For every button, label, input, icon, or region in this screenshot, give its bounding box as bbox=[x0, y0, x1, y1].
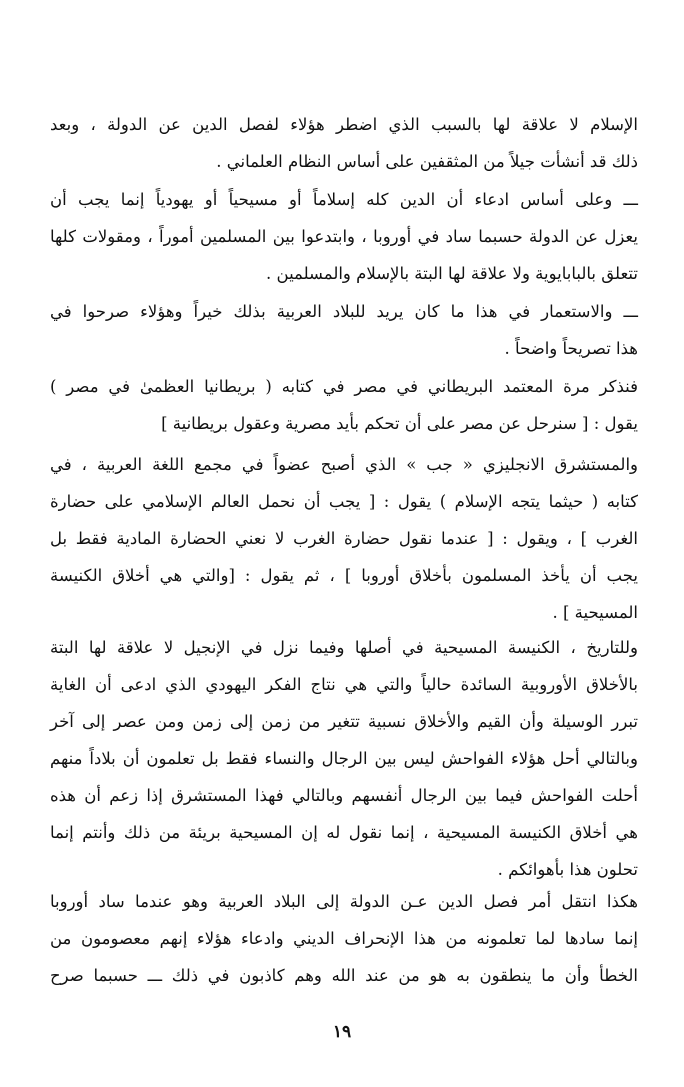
text-line: الغرب ] ، ويقول : [ عندما نقول حضارة الغرب لا نعني الحضارة المادية فقط بل bbox=[50, 529, 638, 548]
text-line: تبرر الوسيلة وأن القيم والأخلاق نسبية تتغير من زمن إلى زمن ومن عصر إلى آخر bbox=[50, 712, 638, 731]
text-line: هكذا انتقل أمر فصل الدين عـن الدولة إلى البلاد العربية وهو عندما ساد أوروبا bbox=[50, 892, 638, 911]
text-line: فنذكر مرة المعتمد البريطاني في مصر في كتابه ( بريطانيا العظمىٰ في مصر ) bbox=[50, 377, 638, 396]
text-line: كتابه ( حيثما يتجه الإسلام ) يقول : [ يجب أن نحمل العالم الإسلامي على حضارة bbox=[50, 492, 638, 511]
text-line: المسيحية ] . bbox=[552, 603, 638, 622]
page-number: ١٩ bbox=[332, 1022, 352, 1042]
paragraph-5 bbox=[50, 446, 638, 631]
text-line: ـــ وعلى أساس ادعاء أن الدين كله إسلاماً أو مسيحياً أو يهودياً إنما يجب أن bbox=[50, 190, 638, 209]
text-line: يقول : [ سنرحل عن مصر على أن تحكم بأيد مصرية وعقول بريطانية ] bbox=[161, 414, 638, 433]
text-line: أحلت الفواحش فيما بين الرجال أنفسهم وبالتالي فهذا المستشرق إذا زعم أن هذه bbox=[50, 786, 638, 805]
text-line: يعزل عن الدولة حسبما ساد في أوروبا ، وابتدعوا بين المسلمين أموراً ، ومقولات كلها bbox=[50, 227, 638, 246]
text-line: هذا تصريحاً واضحاً . bbox=[504, 339, 638, 358]
paragraph-4 bbox=[50, 368, 638, 442]
text-line: الخطأ وأن ما ينطقون به هو من عند الله وهم كاذبون في ذلك ـــ حسبما صرح bbox=[50, 966, 638, 985]
paragraph-6 bbox=[50, 629, 638, 888]
text-line: إنما سادها لما تعلمونه من هذا الإنحراف الديني وادعاء هؤلاء إنهم معصومون من bbox=[50, 929, 638, 948]
paragraph-1 bbox=[50, 106, 638, 180]
text-line: تحلون هذا بأهوائكم . bbox=[497, 860, 638, 879]
text-line: بالأخلاق الأوروبية السائدة حالياً والتي هي نتاج الفكر اليهودي الذي ادعى أن الغاية bbox=[50, 675, 638, 694]
paragraph-2 bbox=[50, 181, 638, 292]
paragraph-7 bbox=[50, 883, 638, 994]
text-line: تتعلق بالبابايوية ولا علاقة لها البتة بالإسلام والمسلمين . bbox=[266, 264, 638, 283]
text-line: ـــ والاستعمار في هذا ما كان يريد للبلاد العربية بذلك خيراً وهؤلاء صرحوا في bbox=[50, 302, 638, 321]
text-line: وللتاريخ ، الكنيسة المسيحية في أصلها وفيما نزل في الإنجيل لا علاقة لها البتة bbox=[50, 638, 638, 657]
text-line: ذلك قد أنشأت جيلاً من المثقفين على أساس النظام العلماني . bbox=[216, 152, 638, 171]
text-line: والمستشرق الانجليزي « جب » الذي أصبح عضواً في مجمع اللغة العربية ، في bbox=[50, 455, 638, 474]
text-line: يجب أن يأخذ المسلمون بأخلاق أوروبا ] ، ثم يقول : [والتي هي أخلاق الكنيسة bbox=[50, 566, 638, 585]
text-line: هي أخلاق الكنيسة المسيحية ، إنما نقول له إن المسيحية بريئة من ذلك وأنتم إنما bbox=[50, 823, 638, 842]
text-line: وبالتالي أحل هؤلاء الفواحش ليس بين الرجال والنساء فقط بل تعلمون أن بلاداً منهم bbox=[50, 749, 638, 768]
text-line: الإسلام لا علاقة لها بالسبب الذي اضطر هؤلاء لفصل الدين عن الدولة ، وبعد bbox=[50, 115, 638, 134]
paragraph-3 bbox=[50, 293, 638, 367]
